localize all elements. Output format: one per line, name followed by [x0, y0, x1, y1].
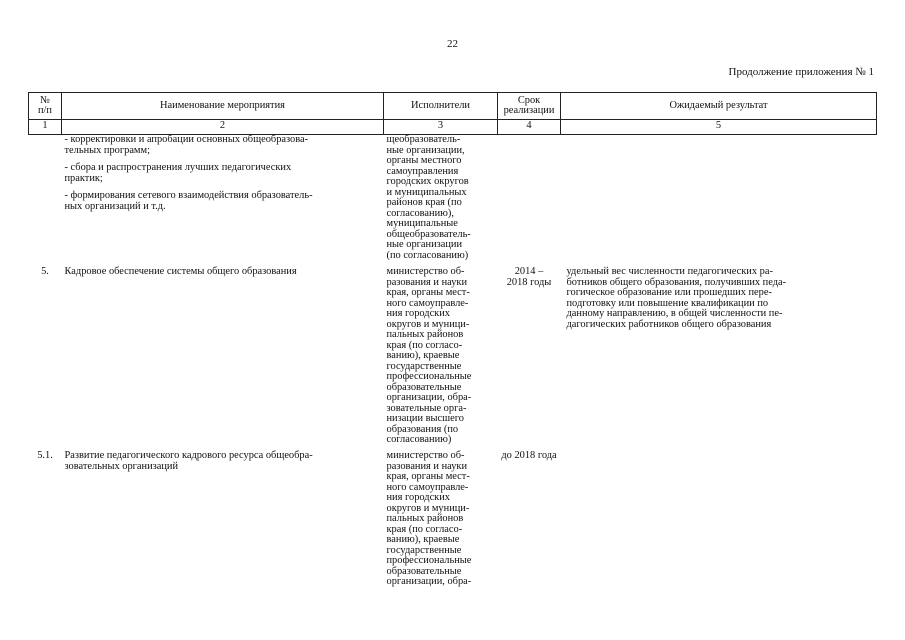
text-line: общеобразователь-: [386, 228, 471, 240]
text-line: профессиональные: [386, 555, 472, 566]
text-line: края (по согласо-: [386, 339, 463, 351]
text-line: министерство об-: [386, 266, 465, 277]
text-line: профессиональные: [386, 371, 472, 382]
text-line: практик;: [64, 172, 103, 184]
column-number: 1: [29, 120, 62, 135]
activity-name: [62, 261, 384, 447]
text-line: - корректировки и апробации основных общеобразова-: [64, 134, 309, 145]
activities-table: [28, 92, 877, 588]
text-line: до 2018 года: [501, 450, 557, 461]
text-line: муниципальные: [386, 218, 458, 229]
item-number: 5.1.: [37, 450, 53, 461]
implementation-term: [498, 135, 561, 262]
activity-paragraph: [65, 163, 381, 184]
text-line: удельный вес численности педагогических ра-: [566, 266, 773, 277]
text-line: органы местного: [386, 155, 462, 166]
header-name: Наименование мероприятия: [62, 93, 384, 120]
executors: [384, 447, 498, 588]
text-line: округов и муници-: [386, 502, 470, 514]
text-line: ного самоуправле-: [386, 297, 469, 309]
text-line: ванию), краевые: [386, 350, 460, 361]
executors: [384, 135, 498, 262]
text-line: - сбора и распространения лучших педагогических: [64, 162, 292, 173]
text-line: гогическое образование или прошедших пере-: [566, 287, 772, 298]
text-line: зовательные орга-: [386, 402, 467, 414]
continuation-label: Продолжение приложения № 1: [728, 66, 874, 78]
text-line: государственные: [386, 360, 462, 372]
text-line: согласованию): [386, 434, 452, 445]
header-result: Ожидаемый результат: [561, 93, 877, 120]
text-line: тельных программ;: [64, 144, 150, 156]
activity-name: [62, 447, 384, 588]
text-line: щеобразователь-: [386, 134, 461, 145]
column-number: 4: [498, 120, 561, 135]
expected-result: [561, 135, 877, 262]
text-line: ния городских: [386, 308, 450, 319]
text-line: низации высшего: [386, 413, 464, 424]
text-line: ния городских: [386, 492, 450, 503]
text-line: районов края (по: [386, 197, 462, 208]
text-line: городских округов: [386, 176, 469, 187]
page-number: 22: [447, 38, 458, 50]
text-line: организации, обра-: [386, 392, 472, 403]
activity-paragraph: [65, 191, 381, 212]
column-number: 3: [384, 120, 498, 135]
expected-result: [561, 447, 877, 588]
text-line: края (по согласо-: [386, 523, 463, 535]
implementation-term: [498, 261, 561, 447]
header-num: № п/п: [29, 93, 62, 120]
text-line: ванию), краевые: [386, 534, 460, 545]
table-row: [29, 261, 877, 447]
text-line: Кадровое обеспечение системы общего образования: [64, 266, 297, 277]
text-line: пальных районов: [386, 329, 464, 340]
column-number: 5: [561, 120, 877, 135]
text-line: края, органы мест-: [386, 287, 470, 298]
text-line: 2018 годы: [506, 276, 552, 288]
text-line: государственные: [386, 544, 462, 556]
header-term: Срок реализации: [498, 93, 561, 120]
column-number: 2: [62, 120, 384, 135]
text-line: организации, обра-: [386, 576, 472, 587]
expected-result: [561, 261, 877, 447]
text-line: округов и муници-: [386, 318, 470, 330]
activity-paragraph: [65, 451, 381, 472]
text-line: Развитие педагогического кадрового ресурса общеобра-: [64, 450, 313, 461]
text-line: края, органы мест-: [386, 471, 470, 482]
activity-paragraph: [65, 267, 381, 278]
text-line: разования и науки: [386, 460, 468, 472]
text-line: пальных районов: [386, 513, 464, 524]
text-line: - формирования сетевого взаимодействия образователь-: [64, 190, 313, 201]
text-line: ные организации: [386, 239, 463, 250]
text-line: и муниципальных: [386, 186, 467, 198]
text-line: образовательные: [386, 565, 462, 577]
text-line: ных организаций и т.д.: [64, 200, 166, 212]
text-line: 2014 –: [514, 266, 544, 277]
item-number: [29, 135, 62, 262]
text-line: самоуправления: [386, 165, 459, 177]
activity-paragraph: [65, 135, 381, 156]
text-line: разования и науки: [386, 276, 468, 288]
text-line: (по согласованию): [386, 249, 469, 261]
column-number-row: [29, 120, 877, 135]
implementation-term: [498, 447, 561, 588]
header-row: [29, 93, 877, 120]
text-line: ного самоуправле-: [386, 481, 469, 493]
header-executors: Исполнители: [384, 93, 498, 120]
item-number: 5.: [41, 266, 49, 277]
text-line: дагогических работников общего образования: [566, 318, 772, 330]
executors: [384, 261, 498, 447]
text-line: зовательных организаций: [64, 460, 179, 472]
text-line: данному направлению, в общей численности пе-: [566, 308, 783, 319]
text-line: подготовку или повышение квалификации по: [566, 297, 769, 309]
table-row: [29, 447, 877, 588]
table-row: [29, 135, 877, 262]
text-line: ботников общего образования, получивших педа-: [566, 276, 787, 288]
text-line: министерство об-: [386, 450, 465, 461]
text-line: образования (по: [386, 423, 459, 435]
text-line: ные организации,: [386, 144, 465, 156]
activity-name: [62, 135, 384, 262]
text-line: образовательные: [386, 381, 462, 393]
text-line: согласованию),: [386, 207, 454, 219]
